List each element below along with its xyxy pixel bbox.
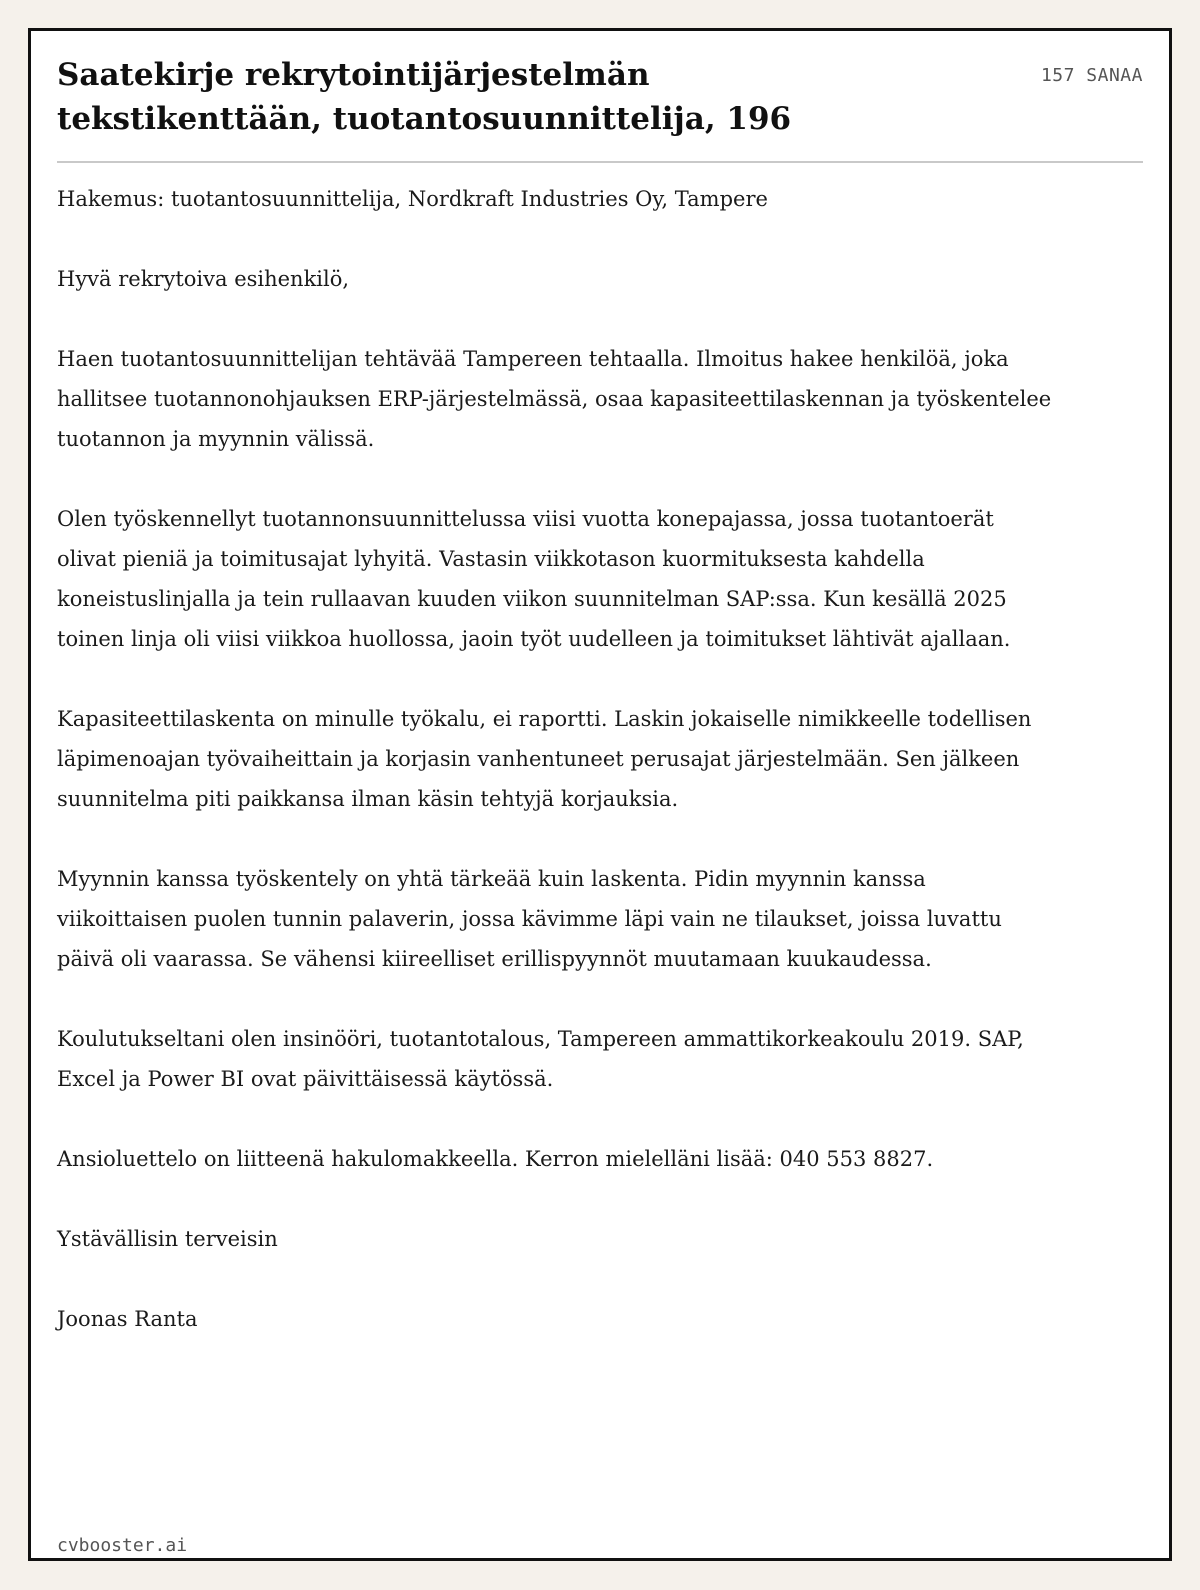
letter-paragraph-3: Kapasiteettilaskenta on minulle työkalu, ei raportti. Laskin jokaiselle nimikkeelle todellisen läpimenoajan työvaiheittain ja korjasin vanhentuneet perusajat järjestelmään. Sen jälkeen suunnitelma piti paikkansa ilman käsin tehtyjä korjauksia. (57, 707, 1032, 811)
letter-paragraph-6: Ansioluettelo on liitteenä hakulomakkeella. Kerron mielelläni lisää: 040 553 8827. (57, 1147, 934, 1171)
document-header (57, 53, 1143, 163)
letter-paragraph-2: Olen työskennellyt tuotannonsuunnittelussa viisi vuotta konepajassa, jossa tuotantoerät olivat pieniä ja toimitusajat lyhyitä. Vastasin viikkotason kuormituksesta kahdella koneistuslinjalla ja tein rullaavan kuuden viikon suunnitelman SAP:ssa. Kun kesällä 2025 toinen linja oli viisi viikkoa huollossa, jaoin työt uudelleen ja toimitukset lähtivät ajallaan. (57, 507, 1011, 651)
word-count-badge: 157 SANAA (1040, 65, 1143, 86)
letter-body (57, 179, 1057, 1379)
letter-paragraph-1: Haen tuotantosuunnittelijan tehtävää Tampereen tehtaalla. Ilmoitus hakee henkilöä, joka hallitsee tuotannonohjauksen ERP-järjestelmässä, osaa kapasiteettilaskennan ja työskentelee tuotannon ja myynnin välissä. (57, 347, 1052, 451)
letter-greeting: Hyvä rekrytoiva esihenkilö, (57, 267, 350, 291)
letter-signature: Joonas Ranta (57, 1307, 198, 1331)
letter-closing: Ystävällisin terveisin (57, 1227, 278, 1251)
brand-watermark: cvbooster.ai (57, 1535, 188, 1556)
letter-paragraph-4: Myynnin kanssa työskentely on yhtä tärkeää kuin laskenta. Pidin myynnin kanssa viikoittaisen puolen tunnin palaverin, jossa kävimme läpi vain ne tilaukset, joissa luvattu päivä oli vaarassa. Se vähensi kiireelliset erillispyynnöt muutamaan kuukaudessa. (57, 867, 1002, 971)
letter-subject: Hakemus: tuotantosuunnittelija, Nordkraft Industries Oy, Tampere (57, 187, 768, 211)
document-title: Saatekirje rekrytointijärjestelmän tekstikenttään, tuotantosuunnittelija, 196 (57, 57, 792, 137)
cover-letter-card (28, 28, 1172, 1561)
letter-paragraph-5: Koulutukseltani olen insinööri, tuotantotalous, Tampereen ammattikorkeakoulu 2019. SAP, Excel ja Power BI ovat päivittäisessä käytössä. (57, 1027, 1024, 1091)
